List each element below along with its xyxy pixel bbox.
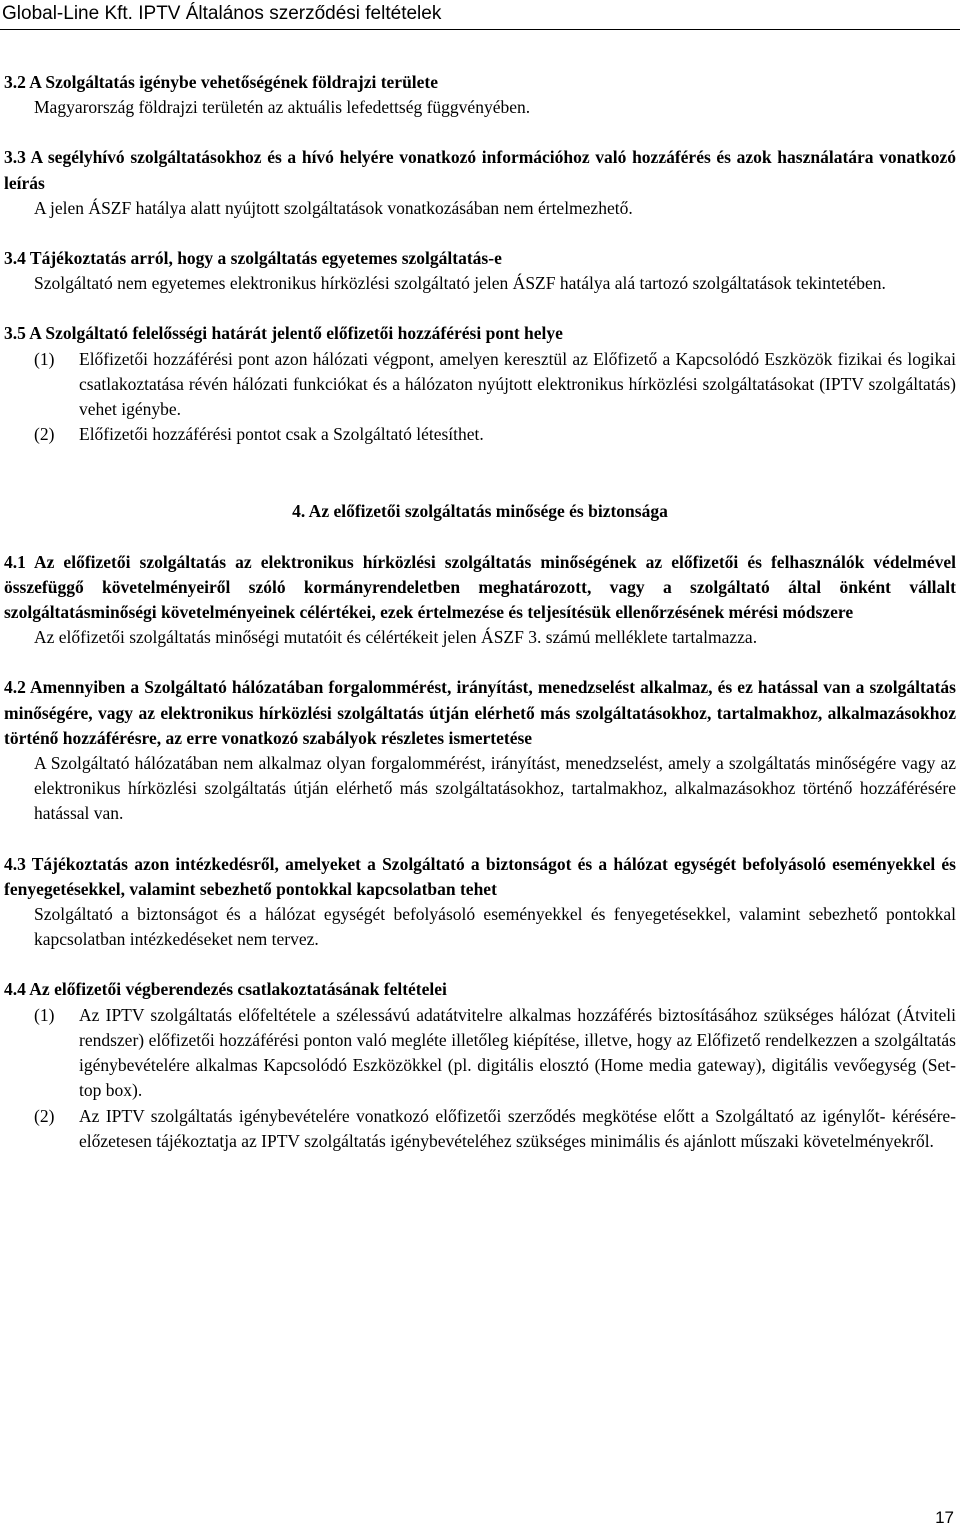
section-3-2 xyxy=(4,70,956,120)
page-number: 17 xyxy=(935,1508,954,1527)
section-4-3 xyxy=(4,852,956,953)
list-item xyxy=(4,422,956,447)
section-4-4 xyxy=(4,977,956,1153)
section-text: Magyarország földrajzi területén az aktuális lefedettség függvényében. xyxy=(34,97,531,118)
list-item xyxy=(4,1003,956,1104)
section-4-1 xyxy=(4,550,956,651)
item-number: (1) xyxy=(34,348,55,369)
header-title: Global-Line Kft. IPTV Általános szerződési feltételek xyxy=(2,3,442,24)
document-header xyxy=(0,0,960,30)
section-heading: 3.5 A Szolgáltató felelősségi határát jelentő előfizetői hozzáférési pont helye xyxy=(4,323,563,344)
section-text: A Szolgáltató hálózatában nem alkalmaz olyan forgalommérést, irányítást, menedzselést, amely a szolgáltatás minőségére vagy az elektronikus hírközlési szolgáltatás útján elérhető más szolgáltatásokhoz, tartalmakhoz, alkalmazásokhoz történő hozzáférésére hatással van. xyxy=(34,753,956,824)
section-4-2 xyxy=(4,675,956,826)
document-body xyxy=(4,70,956,1154)
section-heading: 3.2 A Szolgáltatás igénybe vehetőségének földrajzi területe xyxy=(4,72,439,92)
section-heading: 4.3 Tájékoztatás azon intézkedésről, amelyeket a Szolgáltató a biztonságot és a hálózat egységét befolyásoló eseményekkel és fenyegetésekkel, valamint sebezhető pontokkal kapcsolatban tehet xyxy=(4,853,956,899)
section-text: A jelen ÁSZF hatálya alatt nyújtott szolgáltatások vonatkozásában nem értelmezhető. xyxy=(34,197,633,218)
section-heading: 4.2 Amennyiben a Szolgáltató hálózatában forgalommérést, irányítást, menedzselést alkalmaz, és ez hatással van a szolgáltatás minőségére, vagy az elektronikus hírközlési szolgáltatás útján elérhető más szolgáltatásokhoz, tartalmakhoz, alkalmazásokhoz történő hozzáférésre, az erre vonatkozó szabályok részletes ismertetése xyxy=(4,677,956,748)
section-3-3 xyxy=(4,145,956,221)
section-text: Szolgáltató a biztonságot és a hálózat egységét befolyásoló eseményekkel és fenyegetésekkel, valamint sebezhető pontokkal kapcsolatban intézkedéseket nem tervez. xyxy=(34,904,956,950)
section-text: Az előfizetői szolgáltatás minőségi mutatóit és célértékeit jelen ÁSZF 3. számú melléklete tartalmazza. xyxy=(34,627,758,648)
item-number: (1) xyxy=(34,1004,55,1025)
section-text: Szolgáltató nem egyetemes elektronikus hírközlési szolgáltató jelen ÁSZF hatálya alá tartozó szolgáltatások tekintetében. xyxy=(34,273,886,294)
item-text: Előfizetői hozzáférési pont azon hálózati végpont, amelyen keresztül az Előfizető a Kapcsolódó Eszközök fizikai és logikai csatlakoztatása révén hálózati funkciókat és a hálózaton nyújtott elektronikus hírközlési szolgáltatásokat (IPTV szolgáltatás) vehet igénybe. xyxy=(79,348,956,420)
item-text: Az IPTV szolgáltatás előfeltétele a szélessávú adatátvitelre alkalmas hozzáférés biztosításához szükséges hálózat (Átviteli rendszer) előfizetői hozzáférési ponton való megléte illetőleg kiépítése, illetve, hogy az Előfizető rendelkezzen a szolgáltatás igénybevételére alkalmas Kapcsolódó Eszközökkel (pl. digitális elosztó (Home media gateway), digitális vevőegység (Set-top box). xyxy=(79,1004,956,1101)
section-3-4 xyxy=(4,246,956,296)
chapter-title: 4. Az előfizetői szolgáltatás minősége és biztonsága xyxy=(292,501,668,522)
item-number: (2) xyxy=(34,424,55,445)
section-3-5 xyxy=(4,321,956,447)
section-heading: 4.1 Az előfizetői szolgáltatás az elektronikus hírközlési szolgáltatás minőségének az előfizetői és felhasználók védelmével összefüggő követelményeiről szóló kormányrendeletben meghatározott, vagy a szolgáltató által önként vállalt szolgáltatásminőségi követelményeinek célértékei, ezek értelmezése és teljesítésük ellenőrzésének mérési módszere xyxy=(4,551,956,623)
section-heading: 3.4 Tájékoztatás arról, hogy a szolgáltatás egyetemes szolgáltatás-e xyxy=(4,248,502,269)
section-heading: 4.4 Az előfizetői végberendezés csatlakoztatásának feltételei xyxy=(4,979,447,1000)
list-item xyxy=(4,1104,956,1154)
item-number: (2) xyxy=(34,1105,55,1126)
item-text: Az IPTV szolgáltatás igénybevételére vonatkozó előfizetői szerződés megkötése előtt a Szolgáltató az igénylőt- kérésére-előzetesen tájékoztatja az IPTV szolgáltatás igénybevételéhez szükséges minimális és ajánlott műszaki követelményekről. xyxy=(79,1105,956,1151)
section-heading: 3.3 A segélyhívó szolgáltatásokhoz és a hívó helyére vonatkozó információhoz való hozzáférés és azok használatára vonatkozó leírás xyxy=(4,147,956,193)
item-text: Előfizetői hozzáférési pontot csak a Szolgáltató létesíthet. xyxy=(79,424,484,445)
list-item xyxy=(4,347,956,423)
